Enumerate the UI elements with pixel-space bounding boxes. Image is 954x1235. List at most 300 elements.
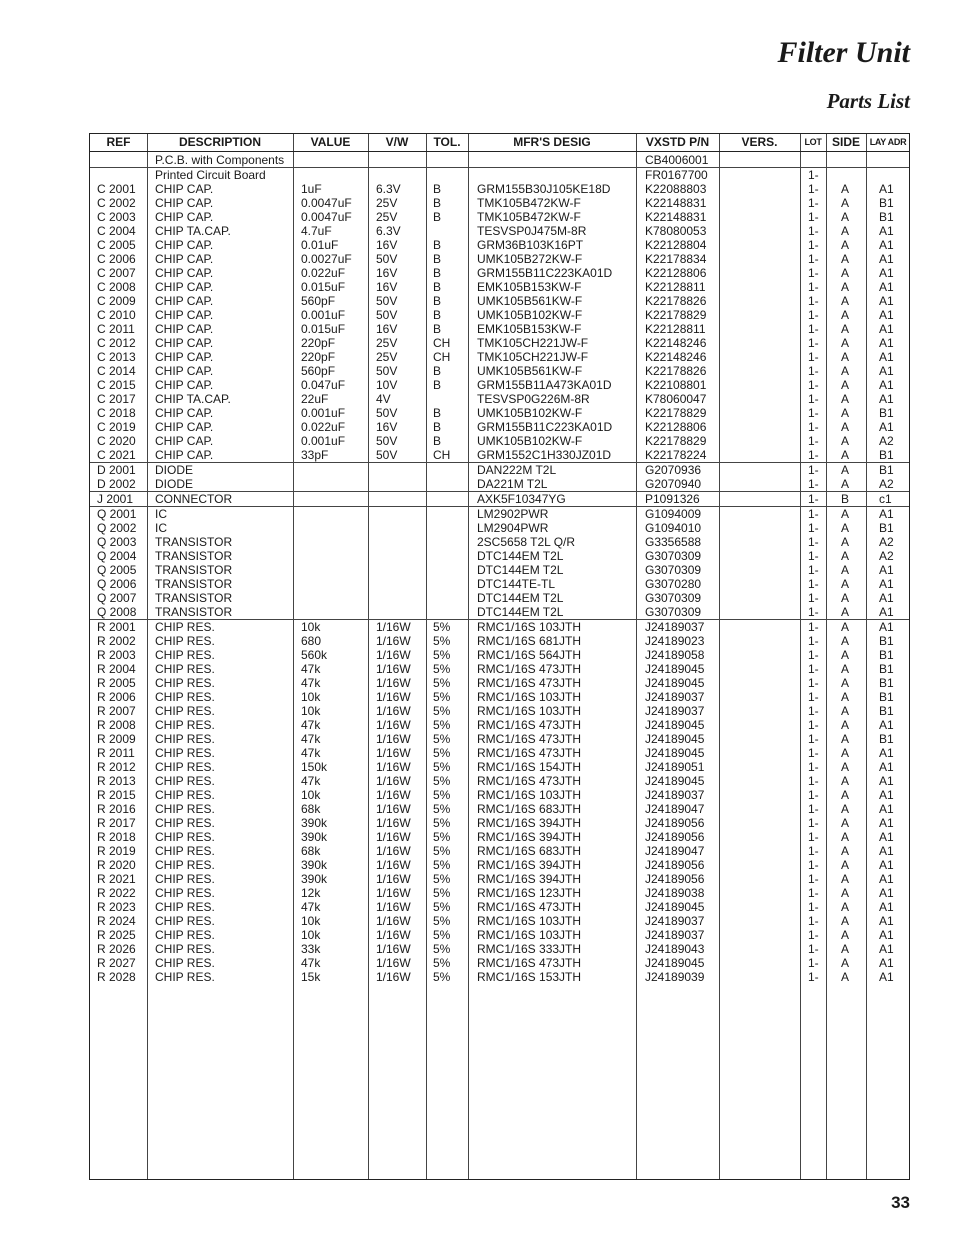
cell-description: CHIP RES. xyxy=(155,704,215,718)
cell-ref: C 2008 xyxy=(97,280,136,294)
cell-vxstd-pn: J24189045 xyxy=(645,732,705,746)
cell-tolerance: 5% xyxy=(433,704,451,718)
cell-lay-adr: A1 xyxy=(879,350,894,364)
cell-vxstd-pn: J24189043 xyxy=(645,942,705,956)
cell-lot: 1- xyxy=(808,507,819,521)
cell-lay-adr: A1 xyxy=(879,928,894,942)
table-row xyxy=(90,224,909,238)
cell-mfr-desig: TMK105B472KW-F xyxy=(477,196,581,210)
cell-vw: 25V xyxy=(376,196,398,210)
cell-value: 0.001uF xyxy=(301,434,346,448)
table-row xyxy=(90,900,909,914)
cell-side: A xyxy=(841,648,850,662)
cell-ref: R 2015 xyxy=(97,788,136,802)
cell-side: A xyxy=(841,336,850,350)
cell-side: A xyxy=(841,718,850,732)
table-row xyxy=(90,718,909,732)
cell-ref: R 2006 xyxy=(97,690,136,704)
cell-vxstd-pn: K22148246 xyxy=(645,336,707,350)
cell-vxstd-pn: J24189051 xyxy=(645,760,705,774)
cell-lay-adr: A1 xyxy=(879,182,894,196)
cell-mfr-desig: GRM155B11A473KA01D xyxy=(477,378,612,392)
cell-lay-adr: A1 xyxy=(879,620,894,634)
cell-ref: R 2016 xyxy=(97,802,136,816)
cell-lot: 1- xyxy=(808,434,819,448)
cell-lay-adr: A1 xyxy=(879,774,894,788)
cell-vw: 1/16W xyxy=(376,676,411,690)
cell-mfr-desig: DTC144EM T2L xyxy=(477,591,564,605)
cell-value: 0.001uF xyxy=(301,406,346,420)
cell-lot: 1- xyxy=(808,732,819,746)
cell-lay-adr: A1 xyxy=(879,886,894,900)
cell-vw: 1/16W xyxy=(376,942,411,956)
table-row xyxy=(90,308,909,322)
cell-ref: C 2018 xyxy=(97,406,136,420)
cell-tolerance: B xyxy=(433,182,442,196)
cell-vxstd-pn: J24189037 xyxy=(645,704,705,718)
cell-value: 680 xyxy=(301,634,322,648)
cell-mfr-desig: UMK105B102KW-F xyxy=(477,308,583,322)
cell-description: CHIP RES. xyxy=(155,676,215,690)
cell-lot: 1- xyxy=(808,816,819,830)
table-row xyxy=(90,605,909,619)
cell-lay-adr: A2 xyxy=(879,434,894,448)
cell-value: 560k xyxy=(301,648,328,662)
cell-ref: R 2020 xyxy=(97,858,136,872)
cell-mfr-desig: UMK105B561KW-F xyxy=(477,364,583,378)
cell-mfr-desig: DTC144TE-TL xyxy=(477,577,556,591)
table-row xyxy=(90,210,909,224)
cell-mfr-desig: RMC1/16S 103JTH xyxy=(477,928,582,942)
header-mfr-desig: MFR'S DESIG xyxy=(513,135,591,149)
cell-vxstd-pn: G1094010 xyxy=(645,521,702,535)
cell-lot: 1- xyxy=(808,521,819,535)
cell-mfr-desig: DAN222M T2L xyxy=(477,463,557,477)
cell-side: A xyxy=(841,392,850,406)
cell-value: 47k xyxy=(301,746,321,760)
cell-ref: C 2005 xyxy=(97,238,136,252)
table-row xyxy=(90,491,909,506)
cell-tolerance: B xyxy=(433,280,442,294)
cell-vxstd-pn: G3070309 xyxy=(645,605,702,619)
cell-mfr-desig: GRM1552C1H330JZ01D xyxy=(477,448,612,462)
cell-side: A xyxy=(841,378,850,392)
table-row xyxy=(90,970,909,984)
cell-tolerance: 5% xyxy=(433,844,451,858)
cell-lot: 1- xyxy=(808,266,819,280)
table-row xyxy=(90,238,909,252)
cell-description: CHIP RES. xyxy=(155,620,215,634)
cell-lot: 1- xyxy=(808,690,819,704)
cell-lot: 1- xyxy=(808,420,819,434)
cell-description: TRANSISTOR xyxy=(155,577,233,591)
cell-lay-adr: A1 xyxy=(879,760,894,774)
cell-value: 10k xyxy=(301,788,321,802)
cell-lot: 1- xyxy=(808,448,819,462)
cell-mfr-desig: RMC1/16S 473JTH xyxy=(477,900,582,914)
cell-mfr-desig: RMC1/16S 154JTH xyxy=(477,760,582,774)
cell-lay-adr: A1 xyxy=(879,252,894,266)
cell-value: 390k xyxy=(301,830,328,844)
cell-vxstd-pn: K22178224 xyxy=(645,448,707,462)
cell-vw: 25V xyxy=(376,210,398,224)
cell-ref: Q 2004 xyxy=(97,549,137,563)
cell-tolerance: 5% xyxy=(433,718,451,732)
cell-description: CHIP RES. xyxy=(155,816,215,830)
cell-description: CHIP CAP. xyxy=(155,350,214,364)
cell-mfr-desig: DTC144EM T2L xyxy=(477,563,564,577)
cell-lay-adr: B1 xyxy=(879,704,894,718)
cell-lay-adr: B1 xyxy=(879,634,894,648)
cell-ref: R 2022 xyxy=(97,886,136,900)
cell-side: A xyxy=(841,434,850,448)
cell-vxstd-pn: J24189039 xyxy=(645,970,705,984)
table-row xyxy=(90,774,909,788)
cell-vxstd-pn: J24189045 xyxy=(645,774,705,788)
cell-vw: 1/16W xyxy=(376,956,411,970)
cell-lot: 1- xyxy=(808,280,819,294)
cell-ref: R 2027 xyxy=(97,956,136,970)
cell-side: A xyxy=(841,238,850,252)
cell-lay-adr: A1 xyxy=(879,364,894,378)
cell-side: A xyxy=(841,970,850,984)
cell-vw: 16V xyxy=(376,238,398,252)
cell-lot: 1- xyxy=(808,718,819,732)
cell-vw: 1/16W xyxy=(376,620,411,634)
cell-tolerance: 5% xyxy=(433,858,451,872)
cell-lot: 1- xyxy=(808,535,819,549)
cell-tolerance: B xyxy=(433,420,442,434)
cell-side: A xyxy=(841,563,850,577)
cell-tolerance: CH xyxy=(433,350,451,364)
cell-mfr-desig: TESVSP0G226M-8R xyxy=(477,392,590,406)
cell-vxstd-pn: FR0167700 xyxy=(645,168,708,182)
table-row xyxy=(90,591,909,605)
cell-tolerance: B xyxy=(433,364,442,378)
cell-description: CHIP RES. xyxy=(155,802,215,816)
cell-description: CHIP CAP. xyxy=(155,294,214,308)
cell-vw: 50V xyxy=(376,308,398,322)
table-row xyxy=(90,477,909,491)
cell-side: A xyxy=(841,294,850,308)
table-row xyxy=(90,816,909,830)
cell-vw: 50V xyxy=(376,252,398,266)
cell-description: CHIP RES. xyxy=(155,844,215,858)
cell-value: 33pF xyxy=(301,448,329,462)
cell-lay-adr: A1 xyxy=(879,788,894,802)
cell-mfr-desig: DTC144EM T2L xyxy=(477,605,564,619)
cell-ref: R 2028 xyxy=(97,970,136,984)
cell-vxstd-pn: G2070940 xyxy=(645,477,702,491)
cell-vxstd-pn: J24189023 xyxy=(645,634,705,648)
cell-value: 560pF xyxy=(301,294,336,308)
cell-side: A xyxy=(841,928,850,942)
cell-value: 68k xyxy=(301,802,321,816)
cell-side: A xyxy=(841,732,850,746)
cell-side: A xyxy=(841,788,850,802)
cell-vxstd-pn: G3356588 xyxy=(645,535,702,549)
cell-mfr-desig: RMC1/16S 473JTH xyxy=(477,956,582,970)
cell-lay-adr: B1 xyxy=(879,463,894,477)
header-tolerance: TOL. xyxy=(433,135,461,149)
header-lot: LOT xyxy=(804,137,822,147)
cell-value: 47k xyxy=(301,718,321,732)
cell-lay-adr: A1 xyxy=(879,591,894,605)
cell-description: CHIP RES. xyxy=(155,648,215,662)
cell-value: 47k xyxy=(301,676,321,690)
cell-lay-adr: B1 xyxy=(879,196,894,210)
cell-value: 47k xyxy=(301,956,321,970)
cell-value: 10k xyxy=(301,928,321,942)
cell-vw: 1/16W xyxy=(376,830,411,844)
header-version: VERS. xyxy=(741,135,778,149)
cell-ref: C 2007 xyxy=(97,266,136,280)
cell-value: 220pF xyxy=(301,336,336,350)
cell-ref: R 2011 xyxy=(97,746,135,760)
cell-vw: 4V xyxy=(376,392,391,406)
cell-tolerance: B xyxy=(433,252,442,266)
cell-lay-adr: A1 xyxy=(879,914,894,928)
cell-vw: 1/16W xyxy=(376,844,411,858)
cell-value: 12k xyxy=(301,886,321,900)
cell-ref: C 2017 xyxy=(97,392,136,406)
cell-value: 22uF xyxy=(301,392,329,406)
cell-lay-adr: B1 xyxy=(879,676,894,690)
table-row xyxy=(90,153,909,167)
cell-tolerance: B xyxy=(433,378,442,392)
cell-mfr-desig: RMC1/16S 683JTH xyxy=(477,802,582,816)
cell-lay-adr: A1 xyxy=(879,224,894,238)
table-row xyxy=(90,406,909,420)
cell-tolerance: 5% xyxy=(433,788,451,802)
table-row xyxy=(90,448,909,462)
cell-description: CHIP TA.CAP. xyxy=(155,224,231,238)
cell-vxstd-pn: K22148831 xyxy=(645,210,707,224)
cell-lay-adr: A1 xyxy=(879,942,894,956)
cell-side: A xyxy=(841,196,850,210)
cell-value: 0.0047uF xyxy=(301,210,352,224)
cell-ref: Q 2007 xyxy=(97,591,137,605)
table-row xyxy=(90,634,909,648)
cell-vxstd-pn: K22148831 xyxy=(645,196,707,210)
cell-value: 33k xyxy=(301,942,321,956)
cell-side: A xyxy=(841,774,850,788)
cell-mfr-desig: TMK105CH221JW-F xyxy=(477,350,589,364)
cell-ref: Q 2008 xyxy=(97,605,137,619)
cell-side: A xyxy=(841,704,850,718)
cell-description: P.C.B. with Components xyxy=(155,153,285,167)
table-row xyxy=(90,364,909,378)
cell-lot: 1- xyxy=(808,364,819,378)
cell-tolerance: B xyxy=(433,308,442,322)
cell-lay-adr: B1 xyxy=(879,406,894,420)
table-row xyxy=(90,662,909,676)
cell-lot: 1- xyxy=(808,956,819,970)
cell-vxstd-pn: J24189045 xyxy=(645,900,705,914)
cell-mfr-desig: RMC1/16S 473JTH xyxy=(477,662,582,676)
table-row xyxy=(90,914,909,928)
table-row xyxy=(90,392,909,406)
header-vw: V/W xyxy=(385,135,409,149)
cell-side: A xyxy=(841,549,850,563)
cell-description: CHIP CAP. xyxy=(155,210,214,224)
cell-lay-adr: B1 xyxy=(879,662,894,676)
cell-lot: 1- xyxy=(808,406,819,420)
cell-side: A xyxy=(841,676,850,690)
cell-side: A xyxy=(841,914,850,928)
cell-description: DIODE xyxy=(155,477,194,491)
table-row xyxy=(90,266,909,280)
page-number: 33 xyxy=(891,1193,910,1212)
cell-lot: 1- xyxy=(808,605,819,619)
cell-side: A xyxy=(841,364,850,378)
cell-vxstd-pn: J24189037 xyxy=(645,928,705,942)
cell-mfr-desig: RMC1/16S 564JTH xyxy=(477,648,582,662)
cell-description: CHIP CAP. xyxy=(155,336,214,350)
cell-side: A xyxy=(841,802,850,816)
cell-value: 10k xyxy=(301,704,321,718)
cell-side: A xyxy=(841,210,850,224)
table-row xyxy=(90,956,909,970)
cell-vw: 16V xyxy=(376,322,398,336)
table-row xyxy=(90,535,909,549)
cell-value: 10k xyxy=(301,914,321,928)
cell-vw: 1/16W xyxy=(376,816,411,830)
cell-mfr-desig: LM2904PWR xyxy=(477,521,549,535)
cell-tolerance: 5% xyxy=(433,802,451,816)
cell-description: CONNECTOR xyxy=(155,492,233,506)
table-row xyxy=(90,336,909,350)
cell-mfr-desig: RMC1/16S 123JTH xyxy=(477,886,582,900)
table-row xyxy=(90,563,909,577)
cell-value: 390k xyxy=(301,816,328,830)
cell-mfr-desig: UMK105B102KW-F xyxy=(477,406,583,420)
cell-side: B xyxy=(841,492,850,506)
cell-vw: 1/16W xyxy=(376,788,411,802)
cell-vxstd-pn: K22178829 xyxy=(645,434,707,448)
cell-ref: Q 2003 xyxy=(97,535,137,549)
cell-ref: R 2026 xyxy=(97,942,136,956)
cell-mfr-desig: EMK105B153KW-F xyxy=(477,280,582,294)
cell-lay-adr: A1 xyxy=(879,336,894,350)
cell-description: TRANSISTOR xyxy=(155,535,233,549)
cell-vw: 16V xyxy=(376,420,398,434)
cell-ref: C 2013 xyxy=(97,350,136,364)
cell-value: 0.001uF xyxy=(301,308,346,322)
cell-value: 150k xyxy=(301,760,328,774)
cell-side: A xyxy=(841,746,850,760)
cell-value: 47k xyxy=(301,732,321,746)
cell-tolerance: 5% xyxy=(433,760,451,774)
cell-vxstd-pn: K78060047 xyxy=(645,392,707,406)
cell-lot: 1- xyxy=(808,182,819,196)
cell-description: CHIP RES. xyxy=(155,858,215,872)
cell-lot: 1- xyxy=(808,788,819,802)
cell-side: A xyxy=(841,760,850,774)
cell-side: A xyxy=(841,224,850,238)
table-body xyxy=(90,153,909,984)
table-row xyxy=(90,182,909,196)
cell-lay-adr: B1 xyxy=(879,521,894,535)
cell-description: CHIP RES. xyxy=(155,956,215,970)
cell-description: CHIP CAP. xyxy=(155,420,214,434)
cell-mfr-desig: RMC1/16S 394JTH xyxy=(477,872,582,886)
cell-value: 0.0047uF xyxy=(301,196,352,210)
cell-ref: R 2002 xyxy=(97,634,136,648)
cell-lay-adr: A2 xyxy=(879,477,894,491)
cell-vxstd-pn: G3070309 xyxy=(645,549,702,563)
cell-vxstd-pn: K22148246 xyxy=(645,350,707,364)
table-row xyxy=(90,676,909,690)
cell-lay-adr: A1 xyxy=(879,858,894,872)
table-row xyxy=(90,420,909,434)
table-row xyxy=(90,294,909,308)
cell-description: CHIP RES. xyxy=(155,662,215,676)
cell-vxstd-pn: J24189038 xyxy=(645,886,705,900)
cell-lay-adr: A1 xyxy=(879,378,894,392)
cell-mfr-desig: RMC1/16S 103JTH xyxy=(477,788,582,802)
table-row xyxy=(90,462,909,477)
cell-description: CHIP RES. xyxy=(155,732,215,746)
cell-lay-adr: A1 xyxy=(879,605,894,619)
cell-vxstd-pn: K22128806 xyxy=(645,266,707,280)
cell-mfr-desig: RMC1/16S 103JTH xyxy=(477,620,582,634)
cell-vw: 1/16W xyxy=(376,886,411,900)
cell-ref: Q 2002 xyxy=(97,521,137,535)
cell-tolerance: 5% xyxy=(433,634,451,648)
table-row xyxy=(90,506,909,521)
cell-vxstd-pn: K22128804 xyxy=(645,238,707,252)
cell-vxstd-pn: K22178829 xyxy=(645,406,707,420)
cell-description: DIODE xyxy=(155,463,194,477)
cell-mfr-desig: RMC1/16S 473JTH xyxy=(477,718,582,732)
table-row xyxy=(90,942,909,956)
cell-ref: Q 2001 xyxy=(97,507,137,521)
cell-ref: C 2012 xyxy=(97,336,136,350)
table-row xyxy=(90,886,909,900)
cell-mfr-desig: TMK105B472KW-F xyxy=(477,210,581,224)
cell-lay-adr: c1 xyxy=(879,492,892,506)
cell-description: CHIP CAP. xyxy=(155,280,214,294)
cell-description: CHIP CAP. xyxy=(155,238,214,252)
cell-tolerance: 5% xyxy=(433,928,451,942)
cell-description: CHIP CAP. xyxy=(155,308,214,322)
cell-side: A xyxy=(841,605,850,619)
cell-mfr-desig: GRM155B11C223KA01D xyxy=(477,266,613,280)
cell-side: A xyxy=(841,477,850,491)
cell-mfr-desig: RMC1/16S 683JTH xyxy=(477,844,582,858)
cell-vxstd-pn: J24189037 xyxy=(645,620,705,634)
cell-ref: R 2003 xyxy=(97,648,136,662)
cell-mfr-desig: RMC1/16S 103JTH xyxy=(477,690,582,704)
cell-tolerance: CH xyxy=(433,336,451,350)
cell-vw: 1/16W xyxy=(376,802,411,816)
cell-description: CHIP RES. xyxy=(155,914,215,928)
cell-tolerance: B xyxy=(433,322,442,336)
cell-mfr-desig: 2SC5658 T2L Q/R xyxy=(477,535,576,549)
cell-lay-adr: B1 xyxy=(879,210,894,224)
cell-lot: 1- xyxy=(808,294,819,308)
cell-vxstd-pn: J24189045 xyxy=(645,662,705,676)
cell-lay-adr: A1 xyxy=(879,420,894,434)
cell-tolerance: 5% xyxy=(433,620,451,634)
cell-mfr-desig: RMC1/16S 681JTH xyxy=(477,634,582,648)
cell-side: A xyxy=(841,844,850,858)
cell-description: CHIP RES. xyxy=(155,746,215,760)
cell-tolerance: 5% xyxy=(433,816,451,830)
cell-ref: R 2018 xyxy=(97,830,136,844)
table-row xyxy=(90,858,909,872)
